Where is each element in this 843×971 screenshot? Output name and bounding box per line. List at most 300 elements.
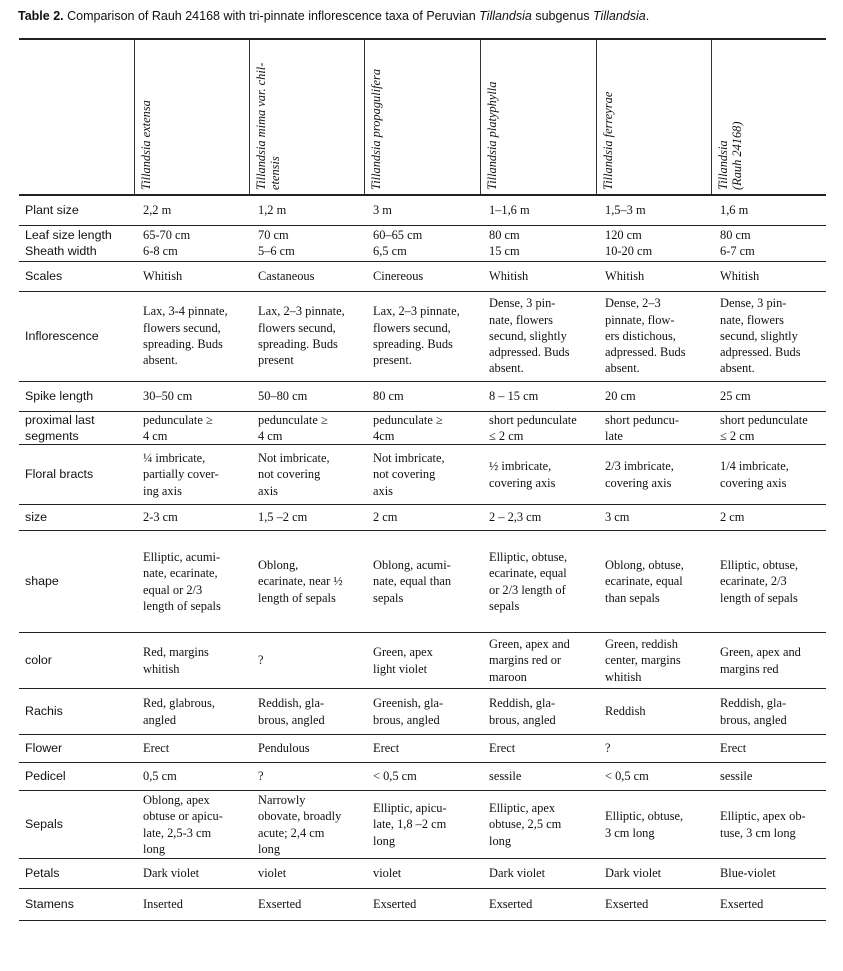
- cell-text-line: Sheath width: [25, 244, 97, 258]
- table-cell: [249, 791, 364, 859]
- cell-text-line: 4cm: [373, 428, 395, 443]
- column-header-taxon: [711, 39, 826, 195]
- cell-text-line: short pedunculate: [489, 412, 577, 427]
- table-cell: [480, 763, 596, 791]
- table-cell: [134, 633, 249, 689]
- table-row: [19, 195, 826, 225]
- cell-text-line: length of sepals: [258, 590, 336, 605]
- cell-text-line: brous, angled: [489, 712, 556, 727]
- cell-text-line: axis: [258, 483, 278, 498]
- taxon-name-line: etensis: [267, 156, 282, 190]
- cell-text-line: 2/3 imbricate,: [605, 459, 674, 474]
- cell-text-line: Not imbricate,: [258, 451, 330, 466]
- table-cell: [711, 411, 826, 445]
- table-cell: [480, 531, 596, 633]
- cell-text-line: 2-3 cm: [143, 510, 178, 525]
- table-cell: [134, 225, 249, 261]
- cell-text-line: Oblong, acumi-: [373, 558, 451, 573]
- table-cell: [134, 411, 249, 445]
- cell-text-line: flowers secund,: [143, 320, 221, 335]
- table-cell: [596, 195, 711, 225]
- cell-text-line: 4 cm: [143, 428, 168, 443]
- table-cell: [364, 195, 480, 225]
- table-cell: [596, 505, 711, 531]
- cell-text-line: Elliptic, obtuse,: [489, 550, 568, 564]
- cell-text-line: Dark violet: [489, 866, 546, 881]
- row-label: [19, 291, 134, 381]
- cell-text-line: absent.: [720, 361, 755, 376]
- cell-text-line: ?: [605, 741, 611, 756]
- table-body: [19, 195, 826, 921]
- table-cell: [134, 195, 249, 225]
- cell-text-line: ecarinate, near ½: [258, 574, 343, 589]
- cell-text-line: segments: [25, 428, 79, 443]
- table-cell: [596, 791, 711, 859]
- cell-text-line: Whitish: [720, 268, 760, 283]
- cell-text-line: 6,5 cm: [373, 244, 407, 258]
- table-cell: [364, 763, 480, 791]
- row-label: [19, 791, 134, 859]
- cell-text-line: Spike length: [25, 388, 94, 403]
- table-row: [19, 889, 826, 921]
- row-label: [19, 763, 134, 791]
- cell-text-line: size: [25, 510, 48, 525]
- cell-text-line: Inflorescence: [25, 328, 99, 343]
- cell-text-line: sepals: [373, 590, 404, 605]
- table-caption: [18, 9, 649, 23]
- comparison-table: [19, 38, 826, 921]
- cell-text-line: 2 – 2,3 cm: [489, 510, 542, 525]
- taxon-name-line: Tillandsia propagulifera: [368, 68, 383, 190]
- table-cell: [134, 763, 249, 791]
- cell-text-line: adpressed. Buds: [489, 345, 570, 360]
- cell-text-line: Erect: [489, 741, 516, 756]
- cell-text-line: 1,6 m: [720, 203, 749, 218]
- cell-text-line: 1–1,6 m: [489, 203, 530, 218]
- cell-text-line: axis: [373, 483, 393, 498]
- row-label: [19, 445, 134, 505]
- cell-text-line: Whitish: [605, 268, 645, 283]
- table-cell: [480, 261, 596, 291]
- cell-text-line: Cinereous: [373, 268, 424, 283]
- cell-text-line: 6-8 cm: [143, 244, 178, 258]
- cell-text-line: whitish: [143, 661, 180, 676]
- table-cell: [480, 633, 596, 689]
- cell-text-line: Reddish: [605, 704, 646, 719]
- cell-text-line: margins red or: [489, 653, 562, 668]
- cell-text-line: secund, slightly: [720, 328, 798, 343]
- cell-text-line: Castaneous: [258, 268, 315, 283]
- cell-text-line: short pedunculate: [720, 412, 808, 427]
- table-cell: [480, 689, 596, 735]
- cell-text-line: Stamens: [25, 897, 74, 912]
- cell-text-line: 1/4 imbricate,: [720, 459, 789, 474]
- cell-text-line: ecarinate, 2/3: [720, 574, 787, 589]
- table-cell: [711, 381, 826, 411]
- table-cell: [134, 291, 249, 381]
- cell-text-line: Narrowly: [258, 793, 306, 807]
- cell-text-line: pedunculate ≥: [373, 412, 443, 427]
- table-cell: [364, 505, 480, 531]
- table-cell: [134, 735, 249, 763]
- cell-text-line: Blue-violet: [720, 866, 776, 881]
- table-row: [19, 505, 826, 531]
- table-cell: [711, 195, 826, 225]
- cell-text-line: Green, apex and: [489, 637, 570, 652]
- table-cell: [711, 505, 826, 531]
- cell-text-line: 120 cm: [605, 227, 642, 242]
- cell-text-line: Reddish, gla-: [720, 696, 787, 711]
- row-label: [19, 531, 134, 633]
- table-row: [19, 735, 826, 763]
- cell-text-line: Oblong,: [258, 558, 299, 573]
- table-cell: [711, 859, 826, 889]
- taxon-name: [485, 44, 499, 194]
- cell-text-line: spreading. Buds: [373, 337, 453, 351]
- header-corner-cell: [19, 39, 134, 195]
- cell-text-line: Red, glabrous,: [143, 696, 215, 711]
- table-cell: [596, 689, 711, 735]
- table-cell: [364, 381, 480, 411]
- row-label: [19, 505, 134, 531]
- table-cell: [711, 689, 826, 735]
- table-cell: [711, 633, 826, 689]
- cell-text-line: center, margins: [605, 653, 681, 668]
- cell-text-line: long: [258, 841, 281, 856]
- cell-text-line: nate, flowers: [489, 312, 553, 327]
- taxon-name-line: Tillandsia ferreyrae: [600, 91, 615, 190]
- table-cell: [364, 225, 480, 261]
- cell-text-line: or 2/3 length of: [489, 582, 566, 597]
- cell-text-line: 50–80 cm: [258, 388, 308, 403]
- table-cell: [596, 291, 711, 381]
- row-label: [19, 411, 134, 445]
- column-header-taxon: [596, 39, 711, 195]
- cell-text-line: 0,5 cm: [143, 769, 177, 784]
- cell-text-line: late, 1,8 –2 cm: [373, 817, 447, 832]
- table-cell: [480, 445, 596, 505]
- cell-text-line: not covering: [258, 467, 321, 482]
- cell-text-line: 20 cm: [605, 388, 636, 403]
- cell-text-line: Elliptic, acumi-: [143, 550, 221, 564]
- cell-text-line: Not imbricate,: [373, 451, 445, 466]
- cell-text-line: ≤ 2 cm: [720, 428, 755, 443]
- cell-text-line: 4 cm: [258, 428, 283, 443]
- cell-text-line: 70 cm: [258, 227, 289, 242]
- cell-text-line: 3 m: [373, 203, 392, 218]
- table-cell: [480, 195, 596, 225]
- table-caption-text: Comparison of Rauh 24168 with tri-pinnate inflorescence taxa of Peruvian: [63, 9, 480, 23]
- table-row: [19, 225, 826, 261]
- table-cell: [711, 735, 826, 763]
- row-label: [19, 225, 134, 261]
- cell-text-line: tuse, 3 cm long: [720, 825, 796, 840]
- row-label: [19, 735, 134, 763]
- cell-text-line: Lax, 2–3 pinnate,: [258, 304, 345, 319]
- cell-text-line: adpressed. Buds: [605, 345, 686, 360]
- column-header-taxon: [249, 39, 364, 195]
- cell-text-line: Reddish, gla-: [489, 696, 556, 711]
- cell-text-line: ½ imbricate,: [489, 459, 552, 474]
- column-header-taxon: [134, 39, 249, 195]
- table-cell: [364, 411, 480, 445]
- cell-text-line: 15 cm: [489, 244, 520, 258]
- cell-text-line: maroon: [489, 669, 527, 684]
- table-cell: [249, 381, 364, 411]
- table-cell: [596, 225, 711, 261]
- cell-text-line: Exserted: [720, 897, 764, 912]
- table-cell: [134, 689, 249, 735]
- cell-text-line: ers distichous,: [605, 328, 676, 343]
- table-cell: [249, 763, 364, 791]
- table-caption-end: .: [645, 9, 650, 23]
- cell-text-line: Pedicel: [25, 769, 66, 784]
- cell-text-line: brous, angled: [720, 712, 787, 727]
- cell-text-line: proximal last: [25, 412, 95, 427]
- cell-text-line: Green, reddish: [605, 637, 678, 652]
- cell-text-line: margins red: [720, 661, 779, 676]
- cell-text-line: 1,5 –2 cm: [258, 510, 308, 525]
- cell-text-line: nate, ecarinate,: [143, 566, 218, 581]
- table-cell: [364, 261, 480, 291]
- cell-text-line: Elliptic, obtuse,: [720, 558, 799, 573]
- table-cell: [364, 291, 480, 381]
- cell-text-line: present.: [373, 353, 412, 368]
- table-cell: [249, 689, 364, 735]
- cell-text-line: 80 cm: [489, 227, 520, 242]
- table-cell: [711, 889, 826, 921]
- cell-text-line: brous, angled: [258, 712, 325, 727]
- row-label: [19, 195, 134, 225]
- taxon-name-line: (Rauh 24168): [729, 121, 744, 190]
- cell-text-line: pedunculate ≥: [143, 412, 213, 427]
- cell-text-line: Elliptic, obtuse,: [605, 809, 684, 824]
- table-cell: [364, 531, 480, 633]
- cell-text-line: late, 2,5-3 cm: [143, 825, 212, 840]
- cell-text-line: 60–65 cm: [373, 227, 423, 242]
- cell-text-line: < 0,5 cm: [373, 769, 417, 784]
- row-label: [19, 859, 134, 889]
- cell-text-line: ≤ 2 cm: [489, 428, 524, 443]
- table-cell: [249, 445, 364, 505]
- table-cell: [596, 859, 711, 889]
- table-cell: [249, 195, 364, 225]
- cell-text-line: ecarinate, equal: [605, 574, 683, 589]
- cell-text-line: 2 cm: [720, 510, 745, 525]
- cell-text-line: ¼ imbricate,: [143, 451, 206, 466]
- cell-text-line: Dense, 3 pin-: [720, 296, 787, 311]
- table-header-row: [19, 39, 826, 195]
- table-cell: [711, 791, 826, 859]
- taxon-name-line: Tillandsia extensa: [138, 100, 153, 190]
- table-cell: [364, 445, 480, 505]
- table-row: [19, 689, 826, 735]
- cell-text-line: long: [489, 833, 512, 848]
- cell-text-line: spreading. Buds: [143, 337, 223, 351]
- cell-text-line: Oblong, apex: [143, 793, 210, 807]
- cell-text-line: Elliptic, apex: [489, 801, 556, 816]
- cell-text-line: Lax, 2–3 pinnate,: [373, 304, 460, 319]
- table-cell: [364, 859, 480, 889]
- cell-text-line: 1,2 m: [258, 203, 287, 218]
- taxon-name-line: Tillandsia mima var. chil-: [253, 62, 268, 190]
- cell-text-line: violet: [373, 866, 402, 881]
- table-cell: [134, 859, 249, 889]
- cell-text-line: Plant size: [25, 203, 79, 218]
- taxon-name: [139, 44, 153, 194]
- table-caption-genus: Tillandsia: [479, 9, 532, 23]
- table-cell: [249, 225, 364, 261]
- table-cell: [364, 735, 480, 763]
- table-row: [19, 411, 826, 445]
- table-cell: [596, 763, 711, 791]
- cell-text-line: Exserted: [373, 897, 417, 912]
- cell-text-line: pinnate, flow-: [605, 312, 675, 327]
- cell-text-line: acute; 2,4 cm: [258, 825, 325, 840]
- table-cell: [364, 889, 480, 921]
- taxon-name: [716, 44, 744, 194]
- cell-text-line: Dark violet: [143, 866, 200, 881]
- cell-text-line: Petals: [25, 866, 60, 881]
- table-cell: [364, 633, 480, 689]
- cell-text-line: 30–50 cm: [143, 388, 193, 403]
- cell-text-line: Flower: [25, 741, 63, 756]
- cell-text-line: Floral bracts: [25, 467, 94, 482]
- cell-text-line: length of sepals: [720, 590, 798, 605]
- row-label: [19, 689, 134, 735]
- table-cell: [711, 763, 826, 791]
- cell-text-line: short peduncu-: [605, 412, 679, 427]
- cell-text-line: covering axis: [605, 475, 672, 490]
- cell-text-line: Erect: [720, 741, 747, 756]
- cell-text-line: 80 cm: [720, 227, 751, 242]
- table-row: [19, 633, 826, 689]
- cell-text-line: Sepals: [25, 817, 63, 832]
- table-caption-label: Table 2.: [18, 9, 64, 23]
- cell-text-line: secund, slightly: [489, 328, 567, 343]
- table-cell: [480, 889, 596, 921]
- cell-text-line: long: [143, 841, 166, 856]
- cell-text-line: Exserted: [258, 897, 302, 912]
- cell-text-line: Erect: [143, 741, 170, 756]
- cell-text-line: 1,5–3 m: [605, 203, 646, 218]
- table-row: [19, 859, 826, 889]
- table-row: [19, 445, 826, 505]
- cell-text-line: Scales: [25, 268, 63, 283]
- cell-text-line: 25 cm: [720, 388, 751, 403]
- cell-text-line: Rachis: [25, 704, 63, 719]
- table-cell: [134, 889, 249, 921]
- table-cell: [480, 291, 596, 381]
- cell-text-line: nate, flowers: [720, 312, 784, 327]
- table-cell: [249, 291, 364, 381]
- cell-text-line: Dense, 3 pin-: [489, 296, 556, 311]
- cell-text-line: Elliptic, apex ob-: [720, 809, 806, 824]
- cell-text-line: obtuse or apicu-: [143, 809, 223, 824]
- cell-text-line: covering axis: [489, 475, 556, 490]
- table-cell: [134, 791, 249, 859]
- table-cell: [134, 381, 249, 411]
- table-caption-text-middle: subgenus: [531, 9, 594, 23]
- cell-text-line: long: [373, 833, 396, 848]
- table-cell: [596, 889, 711, 921]
- table-cell: [249, 633, 364, 689]
- cell-text-line: 65-70 cm: [143, 227, 191, 242]
- cell-text-line: 6-7 cm: [720, 244, 755, 258]
- taxon-name-line: Tillandsia platyphylla: [484, 81, 499, 190]
- cell-text-line: spreading. Buds: [258, 337, 338, 351]
- table-cell: [134, 531, 249, 633]
- cell-text-line: ing axis: [143, 483, 182, 498]
- table-cell: [249, 505, 364, 531]
- cell-text-line: angled: [143, 712, 177, 727]
- cell-text-line: Erect: [373, 741, 400, 756]
- table-cell: [596, 261, 711, 291]
- cell-text-line: late: [605, 428, 623, 443]
- table-cell: [364, 791, 480, 859]
- table-cell: [711, 445, 826, 505]
- table-cell: [711, 261, 826, 291]
- taxon-name: [601, 44, 615, 194]
- table-cell: [711, 291, 826, 381]
- cell-text-line: 2 cm: [373, 510, 398, 525]
- cell-text-line: 80 cm: [373, 388, 404, 403]
- table-cell: [480, 791, 596, 859]
- cell-text-line: Oblong, obtuse,: [605, 558, 684, 573]
- cell-text-line: 10-20 cm: [605, 244, 653, 258]
- cell-text-line: 2,2 m: [143, 203, 172, 218]
- table-cell: [249, 859, 364, 889]
- table-row: [19, 791, 826, 859]
- cell-text-line: 3 cm long: [605, 825, 655, 840]
- cell-text-line: than sepals: [605, 590, 660, 605]
- cell-text-line: sessile: [489, 769, 522, 784]
- table-row: [19, 291, 826, 381]
- cell-text-line: partially cover-: [143, 467, 219, 482]
- cell-text-line: Whitish: [143, 268, 183, 283]
- row-label: [19, 889, 134, 921]
- table-cell: [711, 225, 826, 261]
- cell-text-line: color: [25, 653, 52, 668]
- row-label: [19, 261, 134, 291]
- cell-text-line: shape: [25, 574, 59, 589]
- taxon-name: [254, 44, 282, 194]
- cell-text-line: 3 cm: [605, 510, 630, 525]
- table-caption-subgenus: Tillandsia: [593, 9, 646, 23]
- table-cell: [596, 531, 711, 633]
- table-cell: [480, 505, 596, 531]
- cell-text-line: Exserted: [489, 897, 533, 912]
- table-cell: [480, 225, 596, 261]
- cell-text-line: violet: [258, 866, 287, 881]
- table-cell: [134, 445, 249, 505]
- cell-text-line: nate, equal than: [373, 574, 452, 589]
- cell-text-line: absent.: [143, 353, 178, 368]
- cell-text-line: ?: [258, 653, 264, 668]
- cell-text-line: sessile: [720, 769, 753, 784]
- cell-text-line: absent.: [489, 361, 524, 376]
- cell-text-line: Reddish, gla-: [258, 696, 325, 711]
- table-cell: [480, 859, 596, 889]
- table-cell: [249, 411, 364, 445]
- cell-text-line: covering axis: [720, 475, 787, 490]
- table-cell: [480, 381, 596, 411]
- column-header-taxon: [364, 39, 480, 195]
- table-cell: [249, 531, 364, 633]
- cell-text-line: obovate, broadly: [258, 809, 342, 824]
- taxon-name-line: Tillandsia: [715, 140, 730, 190]
- table-row: [19, 763, 826, 791]
